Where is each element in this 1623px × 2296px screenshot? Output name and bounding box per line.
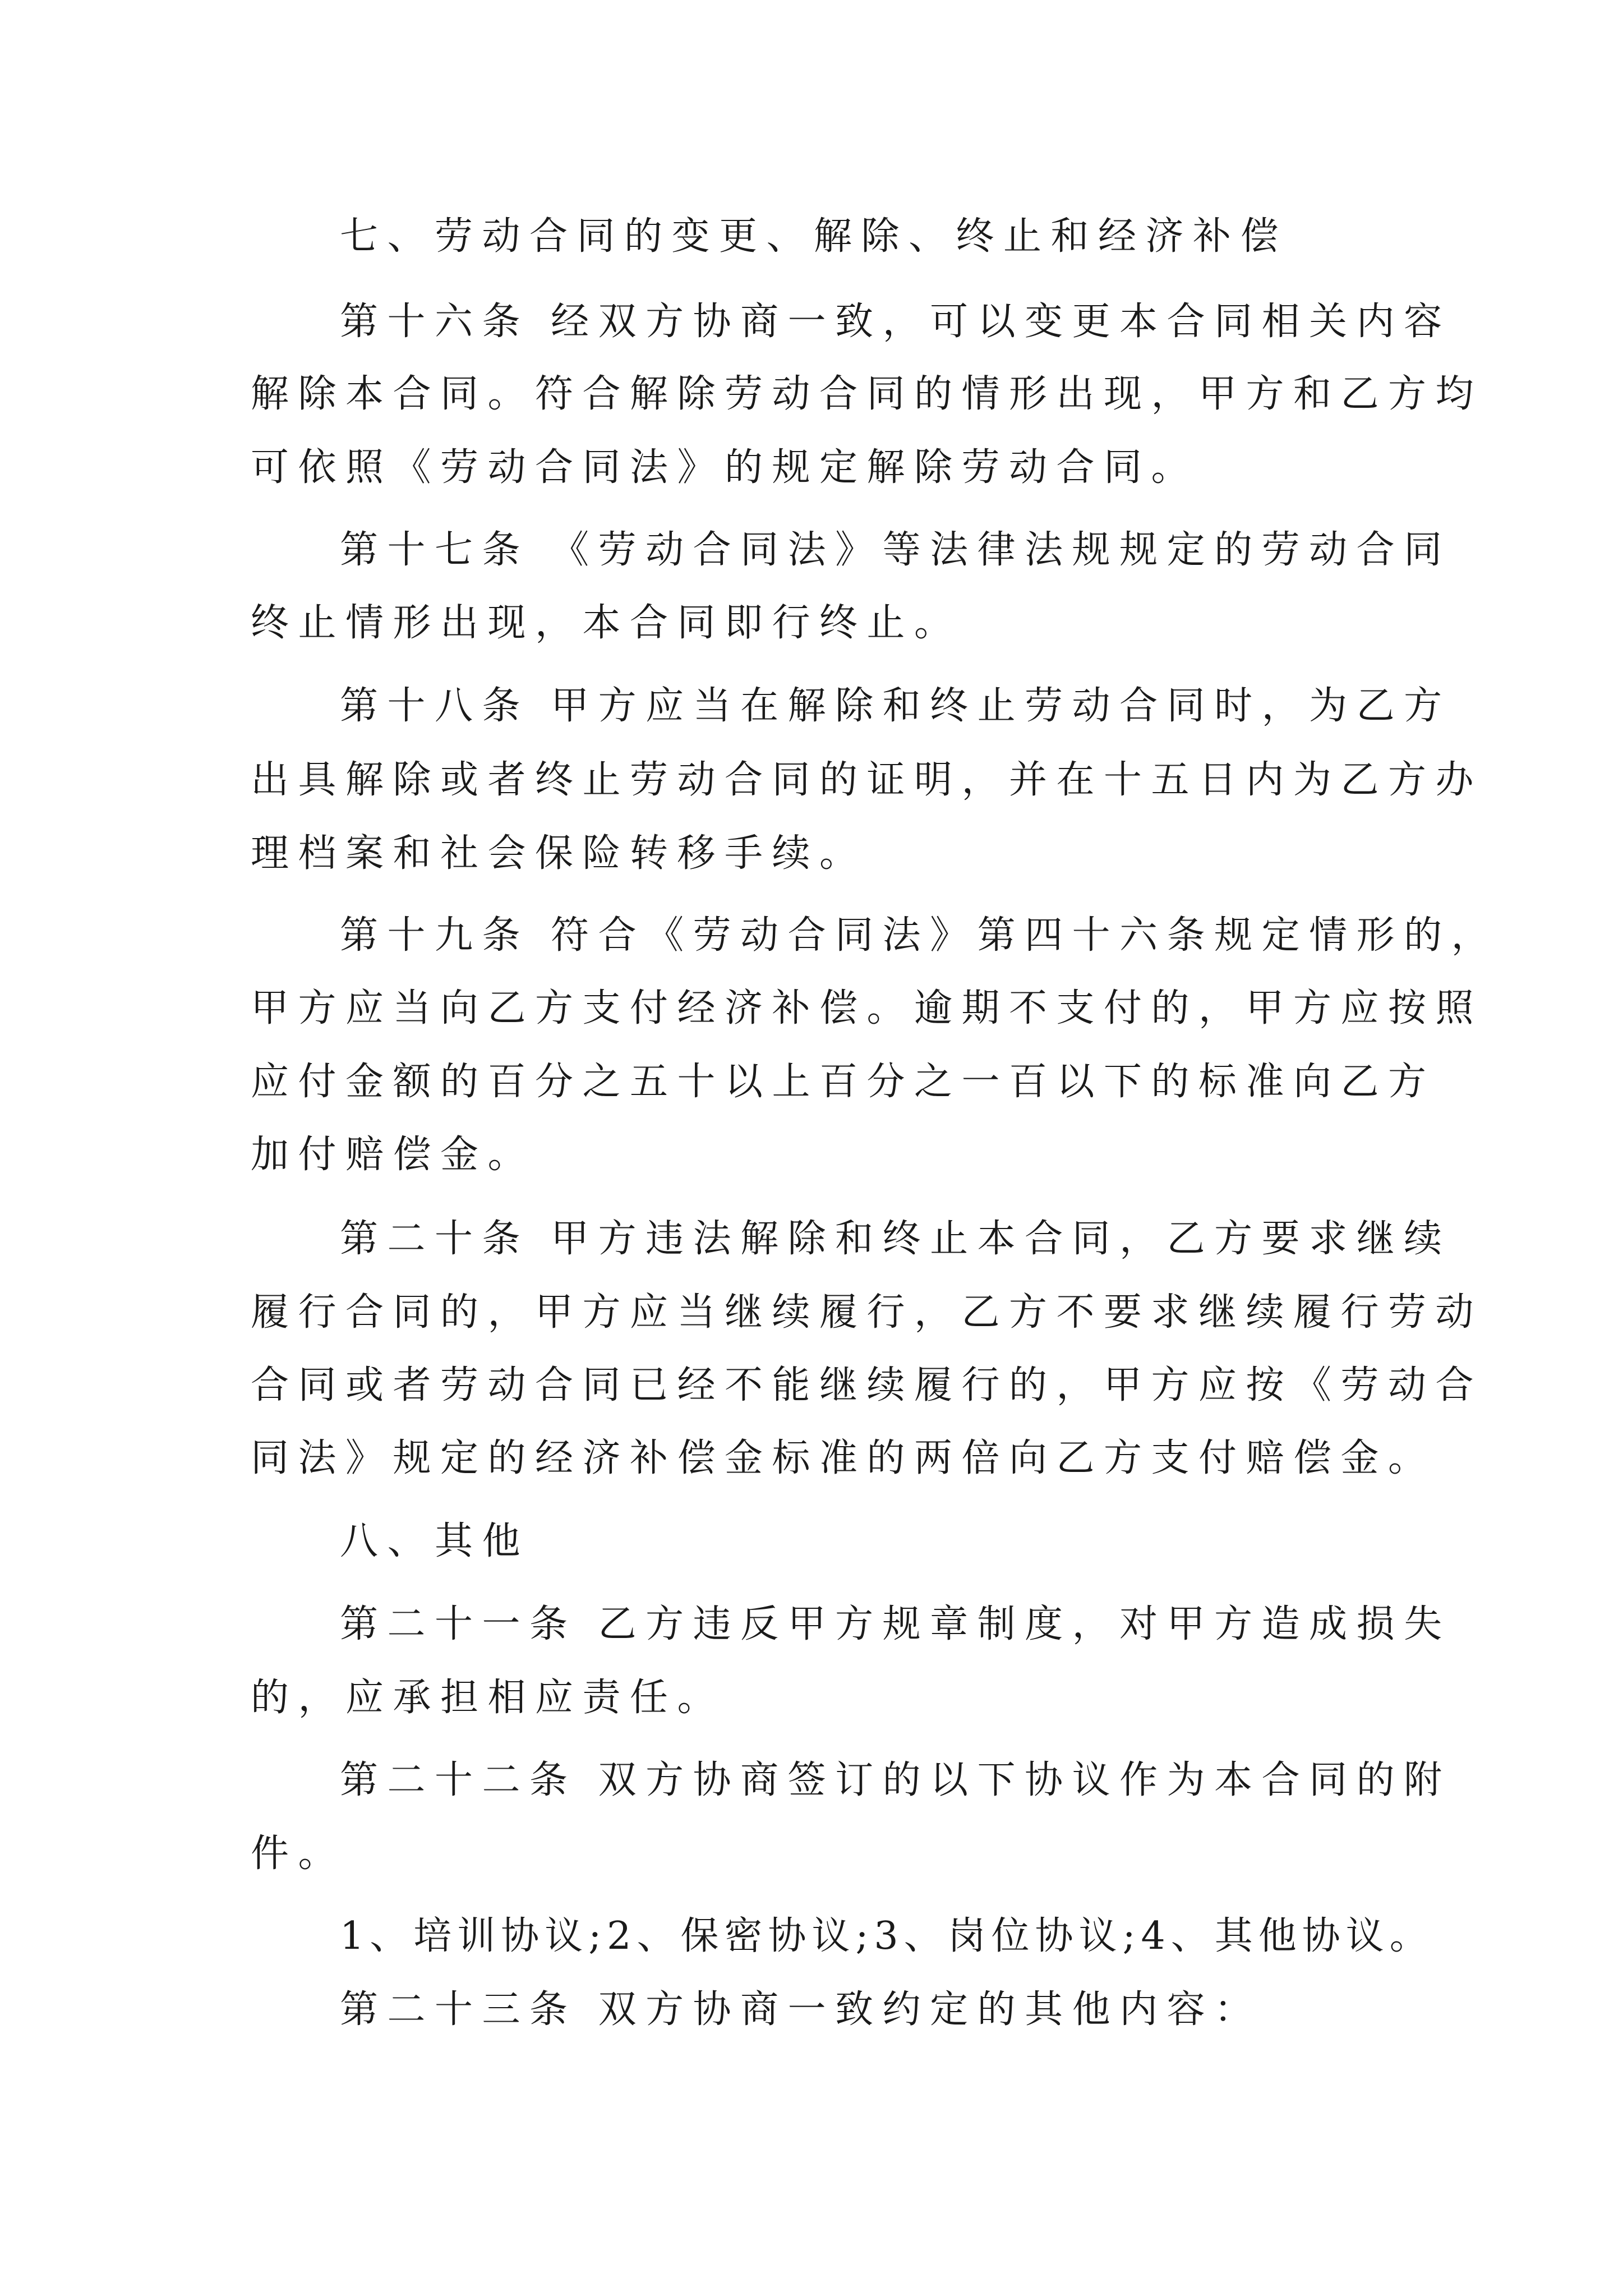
section-heading-7: 七、劳动合同的变更、解除、终止和经济补偿 (340, 214, 1288, 259)
article-21-line-2: 的，应承担相应责任。 (251, 1676, 725, 1720)
section-heading-8: 八、其他 (340, 1519, 530, 1563)
article-18-line-1: 第十八条 甲方应当在解除和终止劳动合同时，为乙方 (340, 684, 1451, 728)
article-20-line-2: 履行合同的，甲方应当继续履行，乙方不要求继续履行劳动 (251, 1290, 1483, 1335)
article-16-line-1: 第十六条 经双方协商一致，可以变更本合同相关内容 (340, 300, 1451, 344)
article-18-line-2: 出具解除或者终止劳动合同的证明，并在十五日内为乙方办 (251, 758, 1483, 802)
article-20-line-3: 合同或者劳动合同已经不能继续履行的，甲方应按《劳动合 (251, 1363, 1483, 1407)
article-21-line-1: 第二十一条 乙方违反甲方规章制度，对甲方造成损失 (340, 1602, 1451, 1646)
article-20-line-1: 第二十条 甲方违法解除和终止本合同，乙方要求继续 (340, 1217, 1451, 1261)
article-19-line-2: 甲方应当向乙方支付经济补偿。逾期不支付的，甲方应按照 (251, 986, 1483, 1030)
article-22-line-1: 第二十二条 双方协商签订的以下协议作为本合同的附 (340, 1758, 1451, 1802)
article-19-line-3: 应付金额的百分之五十以上百分之一百以下的标准向乙方 (251, 1060, 1436, 1104)
article-18-line-3: 理档案和社会保险转移手续。 (251, 831, 867, 876)
article-19-line-1: 第十九条 符合《劳动合同法》第四十六条规定情形的， (340, 913, 1499, 958)
article-22-line-2: 件。 (251, 1832, 346, 1876)
attachments-list: 1、培训协议;2、保密协议;3、岗位协议;4、其他协议。 (340, 1914, 1433, 1958)
article-20-line-4: 同法》规定的经济补偿金标准的两倍向乙方支付赔偿金。 (251, 1436, 1436, 1480)
article-16-line-3: 可依照《劳动合同法》的规定解除劳动合同。 (251, 445, 1199, 490)
article-17-line-1: 第十七条 《劳动合同法》等法律法规规定的劳动合同 (340, 528, 1451, 572)
article-16-line-2: 解除本合同。符合解除劳动合同的情形出现，甲方和乙方均 (251, 372, 1483, 416)
article-19-line-4: 加付赔偿金。 (251, 1133, 536, 1177)
article-23-line-1: 第二十三条 双方协商一致约定的其他内容： (340, 1987, 1262, 2032)
article-17-line-2: 终止情形出现，本合同即行终止。 (251, 601, 962, 645)
